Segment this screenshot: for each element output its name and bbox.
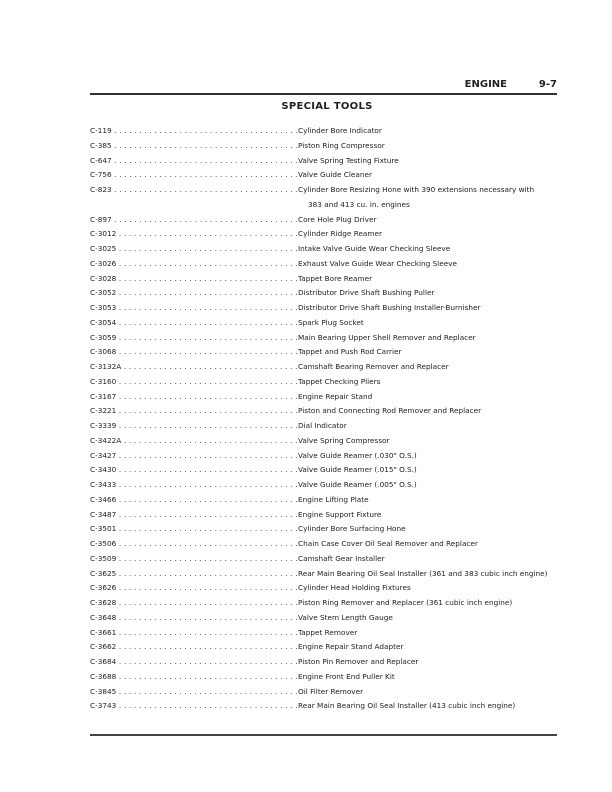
tool-description-text: Exhaust Valve Guide Wear Checking Sleeve bbox=[298, 258, 457, 268]
tool-description-text: Oil Filter Remover bbox=[298, 686, 364, 696]
tool-description-text: Piston Pin Remover and Replacer bbox=[298, 657, 419, 666]
tool-description bbox=[298, 345, 548, 360]
tool-code: C-3054 . . . bbox=[90, 316, 298, 331]
page-header bbox=[90, 79, 557, 95]
tool-description-text: Cylinder Head Holding Fixtures bbox=[298, 583, 411, 593]
tool-description bbox=[298, 257, 548, 272]
tool-description bbox=[298, 581, 548, 596]
tools-list bbox=[90, 124, 560, 714]
tool-row bbox=[90, 685, 560, 700]
tool-code: C-3012 . . . bbox=[90, 227, 298, 242]
tool-description bbox=[298, 522, 548, 537]
tool-code: C-3430 . . . bbox=[90, 463, 298, 478]
tool-row bbox=[90, 626, 560, 641]
tool-code: C-3221 . . . bbox=[90, 404, 298, 419]
tool-code: C-3501 . . . bbox=[90, 522, 298, 537]
tool-row bbox=[90, 183, 560, 213]
tool-description-text: Chain Case Cover Oil Seal Remover and Replacer bbox=[298, 539, 478, 548]
tool-code: C-3506 . . . bbox=[90, 537, 298, 552]
tool-row bbox=[90, 449, 560, 464]
tool-row bbox=[90, 404, 560, 419]
tool-description bbox=[298, 537, 548, 552]
tool-row bbox=[90, 375, 560, 390]
tool-description-text: Camshaft Gear Installer bbox=[298, 553, 385, 563]
tool-row bbox=[90, 213, 560, 228]
tool-code: C-3661 . . . bbox=[90, 626, 298, 641]
tool-row bbox=[90, 316, 560, 331]
tool-description bbox=[298, 390, 548, 405]
tool-code: C-3628 . . . bbox=[90, 596, 298, 611]
tool-description bbox=[298, 655, 548, 670]
tool-description-text: Tappet and Push Rod Carrier bbox=[298, 347, 402, 357]
tool-description-text: Cylinder Bore Indicator bbox=[298, 126, 382, 135]
tool-row bbox=[90, 419, 560, 434]
tool-code: C-647 . . . bbox=[90, 154, 298, 169]
section-title: ENGINE bbox=[464, 79, 507, 90]
tool-row bbox=[90, 360, 560, 375]
tool-row bbox=[90, 463, 560, 478]
tool-description bbox=[298, 301, 548, 316]
tool-description-text: Core Hole Plug Driver bbox=[298, 214, 377, 224]
tool-row bbox=[90, 168, 560, 183]
tool-description bbox=[298, 670, 548, 685]
tool-description bbox=[298, 449, 548, 464]
tool-row bbox=[90, 434, 560, 449]
tool-description-text: Engine Front End Puller Kit bbox=[298, 671, 395, 681]
tool-code: C-3160 . . . bbox=[90, 375, 298, 390]
tool-description-text: Valve Guide Reamer (.030" O.S.) bbox=[298, 450, 417, 460]
tool-description bbox=[298, 626, 548, 641]
tool-row bbox=[90, 508, 560, 523]
tool-description-text: Intake Valve Guide Wear Checking Sleeve bbox=[298, 244, 451, 253]
tool-row bbox=[90, 670, 560, 685]
tool-description bbox=[298, 227, 548, 242]
tool-row bbox=[90, 227, 560, 242]
tool-description bbox=[298, 124, 548, 139]
tool-code: C-823 . . . bbox=[90, 183, 298, 213]
tool-row bbox=[90, 331, 560, 346]
tool-description-text: Tappet Bore Reamer bbox=[298, 273, 373, 283]
tool-description-text: Main Bearing Upper Shell Remover and Replacer bbox=[298, 332, 476, 342]
tool-code: C-385 . . . bbox=[90, 139, 298, 154]
tool-description-text: Rear Main Bearing Oil Seal Installer (361 and 383 cubic inch engine) bbox=[298, 568, 548, 578]
tool-description bbox=[298, 567, 548, 582]
tool-description-text: Rear Main Bearing Oil Seal Installer (413 cubic inch engine) bbox=[298, 701, 516, 711]
tool-description bbox=[298, 596, 548, 611]
tool-row bbox=[90, 345, 560, 360]
tool-description bbox=[298, 508, 548, 523]
tool-row bbox=[90, 567, 560, 582]
tool-code: C-3167 . . . bbox=[90, 390, 298, 405]
tool-row bbox=[90, 272, 560, 287]
tool-description bbox=[298, 139, 548, 154]
tool-code: C-3068 . . . bbox=[90, 345, 298, 360]
tool-description bbox=[298, 316, 548, 331]
tool-row bbox=[90, 596, 560, 611]
tool-description bbox=[298, 478, 548, 493]
tool-description-text: Valve Guide Reamer (.005" O.S.) bbox=[298, 480, 417, 489]
tool-description-text: Piston Ring Remover and Replacer (361 cubic inch engine) bbox=[298, 598, 513, 607]
tool-description-text: Valve Guide Reamer (.015" O.S.) bbox=[298, 465, 417, 475]
tool-description-text: Engine Support Fixture bbox=[298, 509, 382, 519]
tool-description-text: Distributor Drive Shaft Bushing Installer-Burnisher bbox=[298, 303, 481, 312]
tool-code: C-3648 . . . bbox=[90, 611, 298, 626]
tool-description bbox=[298, 434, 548, 449]
tool-description bbox=[298, 272, 548, 287]
tool-description-text: Valve Guide Cleaner bbox=[298, 170, 372, 180]
tool-description bbox=[298, 331, 548, 346]
tool-description bbox=[298, 375, 548, 390]
tool-description-text: Spark Plug Socket bbox=[298, 317, 364, 327]
tool-description-text: Dial Indicator bbox=[298, 421, 347, 430]
tool-description bbox=[298, 168, 548, 183]
tool-description-text: Valve Spring Testing Fixture bbox=[298, 155, 399, 165]
tool-row bbox=[90, 139, 560, 154]
tool-code: C-3422A . . . bbox=[90, 434, 298, 449]
footer-divider bbox=[90, 734, 557, 736]
tool-code: C-3688 . . . bbox=[90, 670, 298, 685]
tool-row bbox=[90, 301, 560, 316]
tool-code: C-3487 . . . bbox=[90, 508, 298, 523]
tool-code: C-3662 . . . bbox=[90, 640, 298, 655]
tool-description-text: Valve Stem Length Gauge bbox=[298, 612, 393, 622]
tool-description bbox=[298, 154, 548, 169]
tool-description-text: Camshaft Bearing Remover and Replacer bbox=[298, 362, 449, 371]
page-title: SPECIAL TOOLS bbox=[281, 101, 373, 112]
tool-description-continued: 383 and 413 cu. in. engines bbox=[308, 199, 410, 209]
tool-description-text: Distributor Drive Shaft Bushing Puller bbox=[298, 288, 435, 298]
tool-code: C-3053 . . . bbox=[90, 301, 298, 316]
tool-row bbox=[90, 699, 560, 714]
tool-description-text: Cylinder Bore Surfacing Hone bbox=[298, 524, 406, 534]
tool-description bbox=[298, 286, 548, 301]
tool-code: C-3026 . . . bbox=[90, 257, 298, 272]
tool-description bbox=[298, 360, 548, 375]
tool-code: C-756 . . . bbox=[90, 168, 298, 183]
tool-description bbox=[298, 183, 548, 213]
tool-code: C-3684 . . . bbox=[90, 655, 298, 670]
tool-code: C-3427 . . . bbox=[90, 449, 298, 464]
tool-description bbox=[298, 552, 548, 567]
tool-row bbox=[90, 655, 560, 670]
tool-description-text: Cylinder Bore Resizing Hone with 390 extensions necessary with bbox=[298, 185, 535, 194]
tool-description-text: Engine Repair Stand Adapter bbox=[298, 642, 404, 652]
tool-code: C-119 . . . bbox=[90, 124, 298, 139]
tool-row bbox=[90, 581, 560, 596]
tool-code: C-3433 . . . bbox=[90, 478, 298, 493]
tool-code: C-3466 . . . bbox=[90, 493, 298, 508]
tool-code: C-3339 . . . bbox=[90, 419, 298, 434]
tool-description bbox=[298, 640, 548, 655]
tool-row bbox=[90, 124, 560, 139]
tool-description-text: Cylinder Ridge Reamer bbox=[298, 229, 383, 239]
tool-row bbox=[90, 611, 560, 626]
tool-description bbox=[298, 242, 548, 257]
tool-code: C-3052 . . . bbox=[90, 286, 298, 301]
tool-description bbox=[298, 419, 548, 434]
tool-code: C-3028 . . . bbox=[90, 272, 298, 287]
tool-description bbox=[298, 685, 548, 700]
tool-description bbox=[298, 493, 548, 508]
tool-code: C-3025 . . . bbox=[90, 242, 298, 257]
tool-description bbox=[298, 699, 548, 714]
tool-description bbox=[298, 611, 548, 626]
tool-description bbox=[298, 213, 548, 228]
tool-row bbox=[90, 537, 560, 552]
tool-row bbox=[90, 257, 560, 272]
tool-description-text: Valve Spring Compressor bbox=[298, 435, 390, 445]
tool-row bbox=[90, 390, 560, 405]
tool-code: C-3509 . . . bbox=[90, 552, 298, 567]
tool-row bbox=[90, 242, 560, 257]
tool-code: C-3845 . . . bbox=[90, 685, 298, 700]
tool-description bbox=[298, 463, 548, 478]
tool-description-text: Engine Repair Stand bbox=[298, 391, 373, 401]
tool-description-text: Tappet Checking Pliers bbox=[298, 376, 381, 386]
tool-code: C-3625 . . . bbox=[90, 567, 298, 582]
tool-code: C-3132A . . . bbox=[90, 360, 298, 375]
tool-code: C-3626 . . . bbox=[90, 581, 298, 596]
tool-code: C-3059 . . . bbox=[90, 331, 298, 346]
tool-row bbox=[90, 154, 560, 169]
tool-row bbox=[90, 286, 560, 301]
tool-code: C-3743 . . . bbox=[90, 699, 298, 714]
tool-description-text: Tappet Remover bbox=[298, 627, 358, 637]
tool-code: C-897 . . . bbox=[90, 213, 298, 228]
tool-row bbox=[90, 493, 560, 508]
tool-description-text: Piston and Connecting Rod Remover and Replacer bbox=[298, 406, 482, 416]
tool-description bbox=[298, 404, 548, 419]
tool-row bbox=[90, 478, 560, 493]
page-number: 9-7 bbox=[538, 79, 557, 90]
tool-description-text: Piston Ring Compressor bbox=[298, 140, 385, 150]
tool-row bbox=[90, 522, 560, 537]
tool-row bbox=[90, 640, 560, 655]
tool-row bbox=[90, 552, 560, 567]
tool-description-text: Engine Lifting Plate bbox=[298, 494, 369, 504]
